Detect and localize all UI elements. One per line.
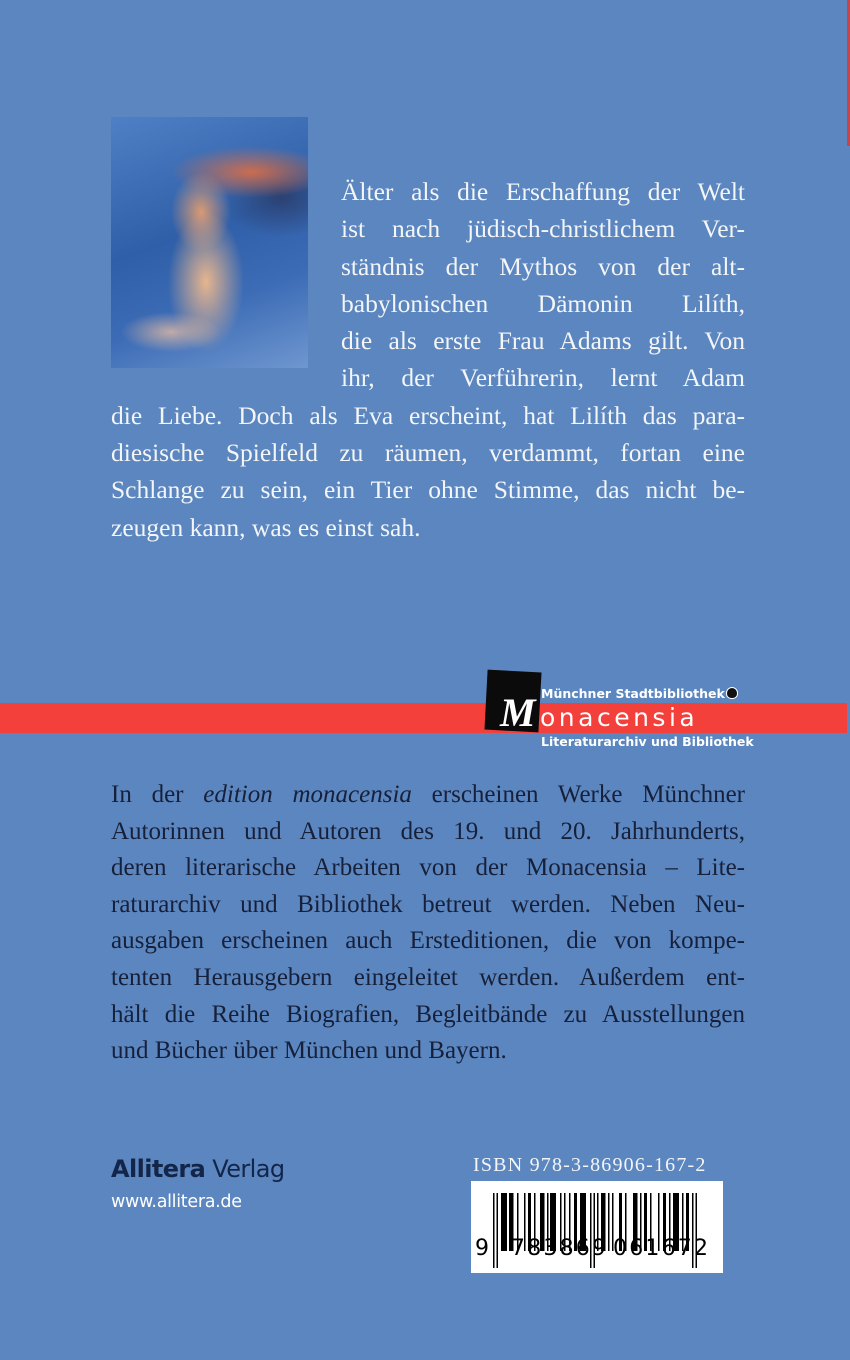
series-note-paragraph <box>111 777 745 1070</box>
series-name-italic: edition monacensia <box>203 781 412 808</box>
blurb-line: die als erste Frau Adams gilt. Von <box>341 326 745 356</box>
blurb-line: zeugen kann, was es einst sah. <box>111 512 421 542</box>
publisher-name-bold: Allitera <box>111 1155 206 1183</box>
publisher-name <box>111 1154 284 1184</box>
blurb-line: ständnis der Mythos von der alt- <box>341 251 745 281</box>
series-note-text: erscheinen Werke Münchner <box>411 781 745 808</box>
blurb-line: diesische Spielfeld zu räumen, verdammt, fortan eine <box>111 438 745 468</box>
logo-top-text: Münchner Stadtbibliothek <box>541 686 725 701</box>
publisher-name-rest: Verlag <box>205 1155 285 1183</box>
series-note-line: raturarchiv und Bibliothek betreut werden. Neben Neu- <box>111 890 745 918</box>
blurb-line: ihr, der Verführerin, lernt Adam <box>341 363 745 393</box>
barcode-first-digit: 9 <box>475 1236 489 1261</box>
red-band <box>0 703 847 733</box>
logo-top-line <box>541 686 738 702</box>
munich-crest-icon <box>726 687 738 699</box>
blurb-line: Schlange zu sein, ein Tier ohne Stimme, das nicht be- <box>111 475 745 505</box>
monacensia-logo-name: onacensia <box>540 703 699 732</box>
series-note-line: ausgaben erscheinen auch Ersteditionen, die von kompe- <box>111 927 745 955</box>
blurb-line: ist nach jüdisch-christlichem Ver- <box>341 214 745 244</box>
blurb-line: Älter als die Erschaffung der Welt <box>341 177 745 206</box>
blurb-line: die Liebe. Doch als Eva erscheint, hat Lilíth das para- <box>111 400 745 430</box>
blurb-paragraph <box>111 173 745 546</box>
series-note-line: Autorinnen und Autoren des 19. und 20. Jahrhunderts, <box>111 817 745 845</box>
publisher-website: www.allitera.de <box>111 1192 242 1212</box>
series-note-line: hält die Reihe Biografien, Begleitbände zu Ausstellungen <box>111 1000 745 1028</box>
monacensia-logo-initial: M <box>500 690 536 735</box>
barcode-digits-right: 061672 <box>613 1236 711 1261</box>
isbn-label: ISBN 978-3-86906-167-2 <box>473 1154 707 1176</box>
barcode <box>471 1181 723 1273</box>
series-note-line <box>111 777 745 814</box>
series-note-line: und Bücher über München und Bayern. <box>111 1037 507 1065</box>
series-note-text: In der <box>111 781 204 808</box>
blurb-line: babylonischen Dämonin Lilíth, <box>341 288 745 318</box>
barcode-digits-left: 783869 <box>511 1236 609 1261</box>
logo-bottom-line: Literaturarchiv und Bibliothek <box>541 734 754 749</box>
series-note-line: deren literarische Arbeiten von der Monacensia – Lite- <box>111 854 745 882</box>
series-note-line: tenten Herausgebern eingeleitet werden. Außerdem ent- <box>111 963 745 991</box>
